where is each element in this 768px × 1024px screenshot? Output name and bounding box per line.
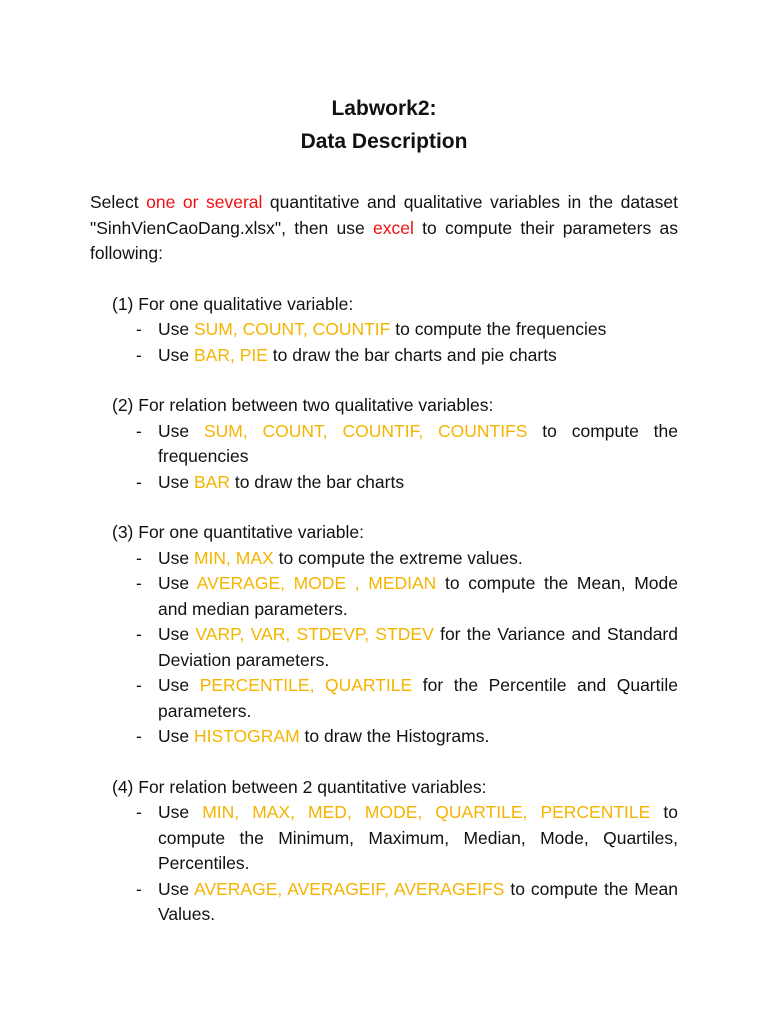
dash-bullet: - (136, 573, 142, 593)
section-item-list (112, 546, 678, 750)
list-item (136, 546, 678, 572)
item-prefix: Use (158, 319, 194, 339)
item-prefix: Use (158, 547, 194, 568)
item-prefix: Use (158, 420, 204, 441)
item-prefix: Use (158, 878, 195, 899)
title-line-1: Labwork2: (331, 97, 437, 120)
item-description: to compute the Mean, Mode and median parameters. (158, 573, 678, 619)
excel-function-highlight: SUM, COUNT, COUNTIF, COUNTIFS (203, 420, 528, 441)
excel-function-highlight: MIN, MAX (193, 547, 274, 568)
dash-bullet: - (136, 471, 142, 492)
item-description: for the Variance and Standard Deviation parameters. (158, 624, 678, 670)
excel-function-highlight: BAR (193, 471, 230, 492)
intro-text-3: to compute their parameters as following: (90, 217, 678, 263)
item-prefix: Use (158, 726, 194, 746)
intro-highlight-tool: excel (373, 217, 414, 238)
excel-function-highlight: HISTOGRAM (193, 726, 300, 746)
list-item (136, 470, 678, 496)
item-description: to draw the Histograms. (299, 726, 490, 746)
section-item-list (112, 800, 678, 928)
item-prefix: Use (158, 344, 194, 365)
list-item (136, 800, 678, 877)
dash-bullet: - (136, 547, 142, 568)
item-prefix: Use (158, 624, 196, 644)
dash-bullet: - (136, 802, 142, 822)
list-item (136, 343, 678, 369)
item-prefix: Use (158, 675, 200, 695)
dash-bullet: - (136, 344, 142, 365)
document-title (90, 0, 678, 158)
section-4 (90, 775, 678, 928)
list-item (136, 622, 678, 673)
excel-function-highlight: PERCENTILE, QUARTILE (199, 675, 413, 695)
title-line-2: Data Description (300, 130, 468, 153)
excel-function-highlight: BAR, PIE (193, 344, 268, 365)
section-heading: (3) For one quantitative variable: (112, 522, 364, 542)
dash-bullet: - (136, 319, 142, 339)
excel-function-highlight: AVERAGE, AVERAGEIF, AVERAGEIFS (194, 878, 505, 899)
task-sections (90, 292, 678, 928)
section-heading: (2) For relation between two qualitative variables: (112, 395, 494, 415)
section-2 (90, 393, 678, 495)
excel-function-highlight: SUM, COUNT, COUNTIF (193, 319, 391, 339)
list-item (136, 724, 678, 750)
item-description: to compute the Mean Values. (158, 878, 678, 924)
excel-function-highlight: VARP, VAR, STDEVP, STDEV (195, 624, 434, 644)
item-description: to compute the frequencies (158, 420, 678, 466)
list-item (136, 571, 678, 622)
dash-bullet: - (136, 675, 142, 695)
item-description: to draw the bar charts (229, 471, 405, 492)
dash-bullet: - (136, 624, 142, 644)
item-description: for the Percentile and Quartile parameters. (158, 675, 679, 721)
intro-text-2: quantitative and qualitative variables in the dataset "SinhVienCaoDang.xlsx", then use (90, 192, 678, 238)
section-heading: (1) For one qualitative variable: (112, 293, 354, 314)
intro-highlight-scope: one or several (146, 192, 263, 212)
list-item (136, 877, 678, 928)
dash-bullet: - (136, 726, 142, 746)
section-1 (90, 292, 678, 369)
dash-bullet: - (136, 420, 142, 441)
item-description: to compute the extreme values. (273, 547, 523, 568)
intro-paragraph (90, 190, 678, 267)
excel-function-highlight: AVERAGE, MODE , MEDIAN (196, 573, 437, 593)
item-description: to compute the Minimum, Maximum, Median, Mode, Quartiles, Percentiles. (158, 802, 678, 873)
excel-function-highlight: MIN, MAX, MED, MODE, QUARTILE, PERCENTILE (202, 802, 651, 822)
list-item (136, 317, 678, 343)
intro-text-1: Select (90, 192, 147, 212)
section-item-list (112, 317, 678, 368)
item-prefix: Use (158, 573, 197, 593)
section-3 (90, 520, 678, 750)
section-heading: (4) For relation between 2 quantitative variables: (112, 776, 487, 797)
item-description: to compute the frequencies (390, 319, 607, 339)
list-item (136, 673, 679, 724)
section-item-list (112, 419, 678, 496)
item-description: to draw the bar charts and pie charts (267, 344, 557, 365)
dash-bullet: - (136, 878, 142, 899)
item-prefix: Use (158, 802, 203, 822)
item-prefix: Use (158, 471, 194, 492)
list-item (136, 419, 678, 470)
